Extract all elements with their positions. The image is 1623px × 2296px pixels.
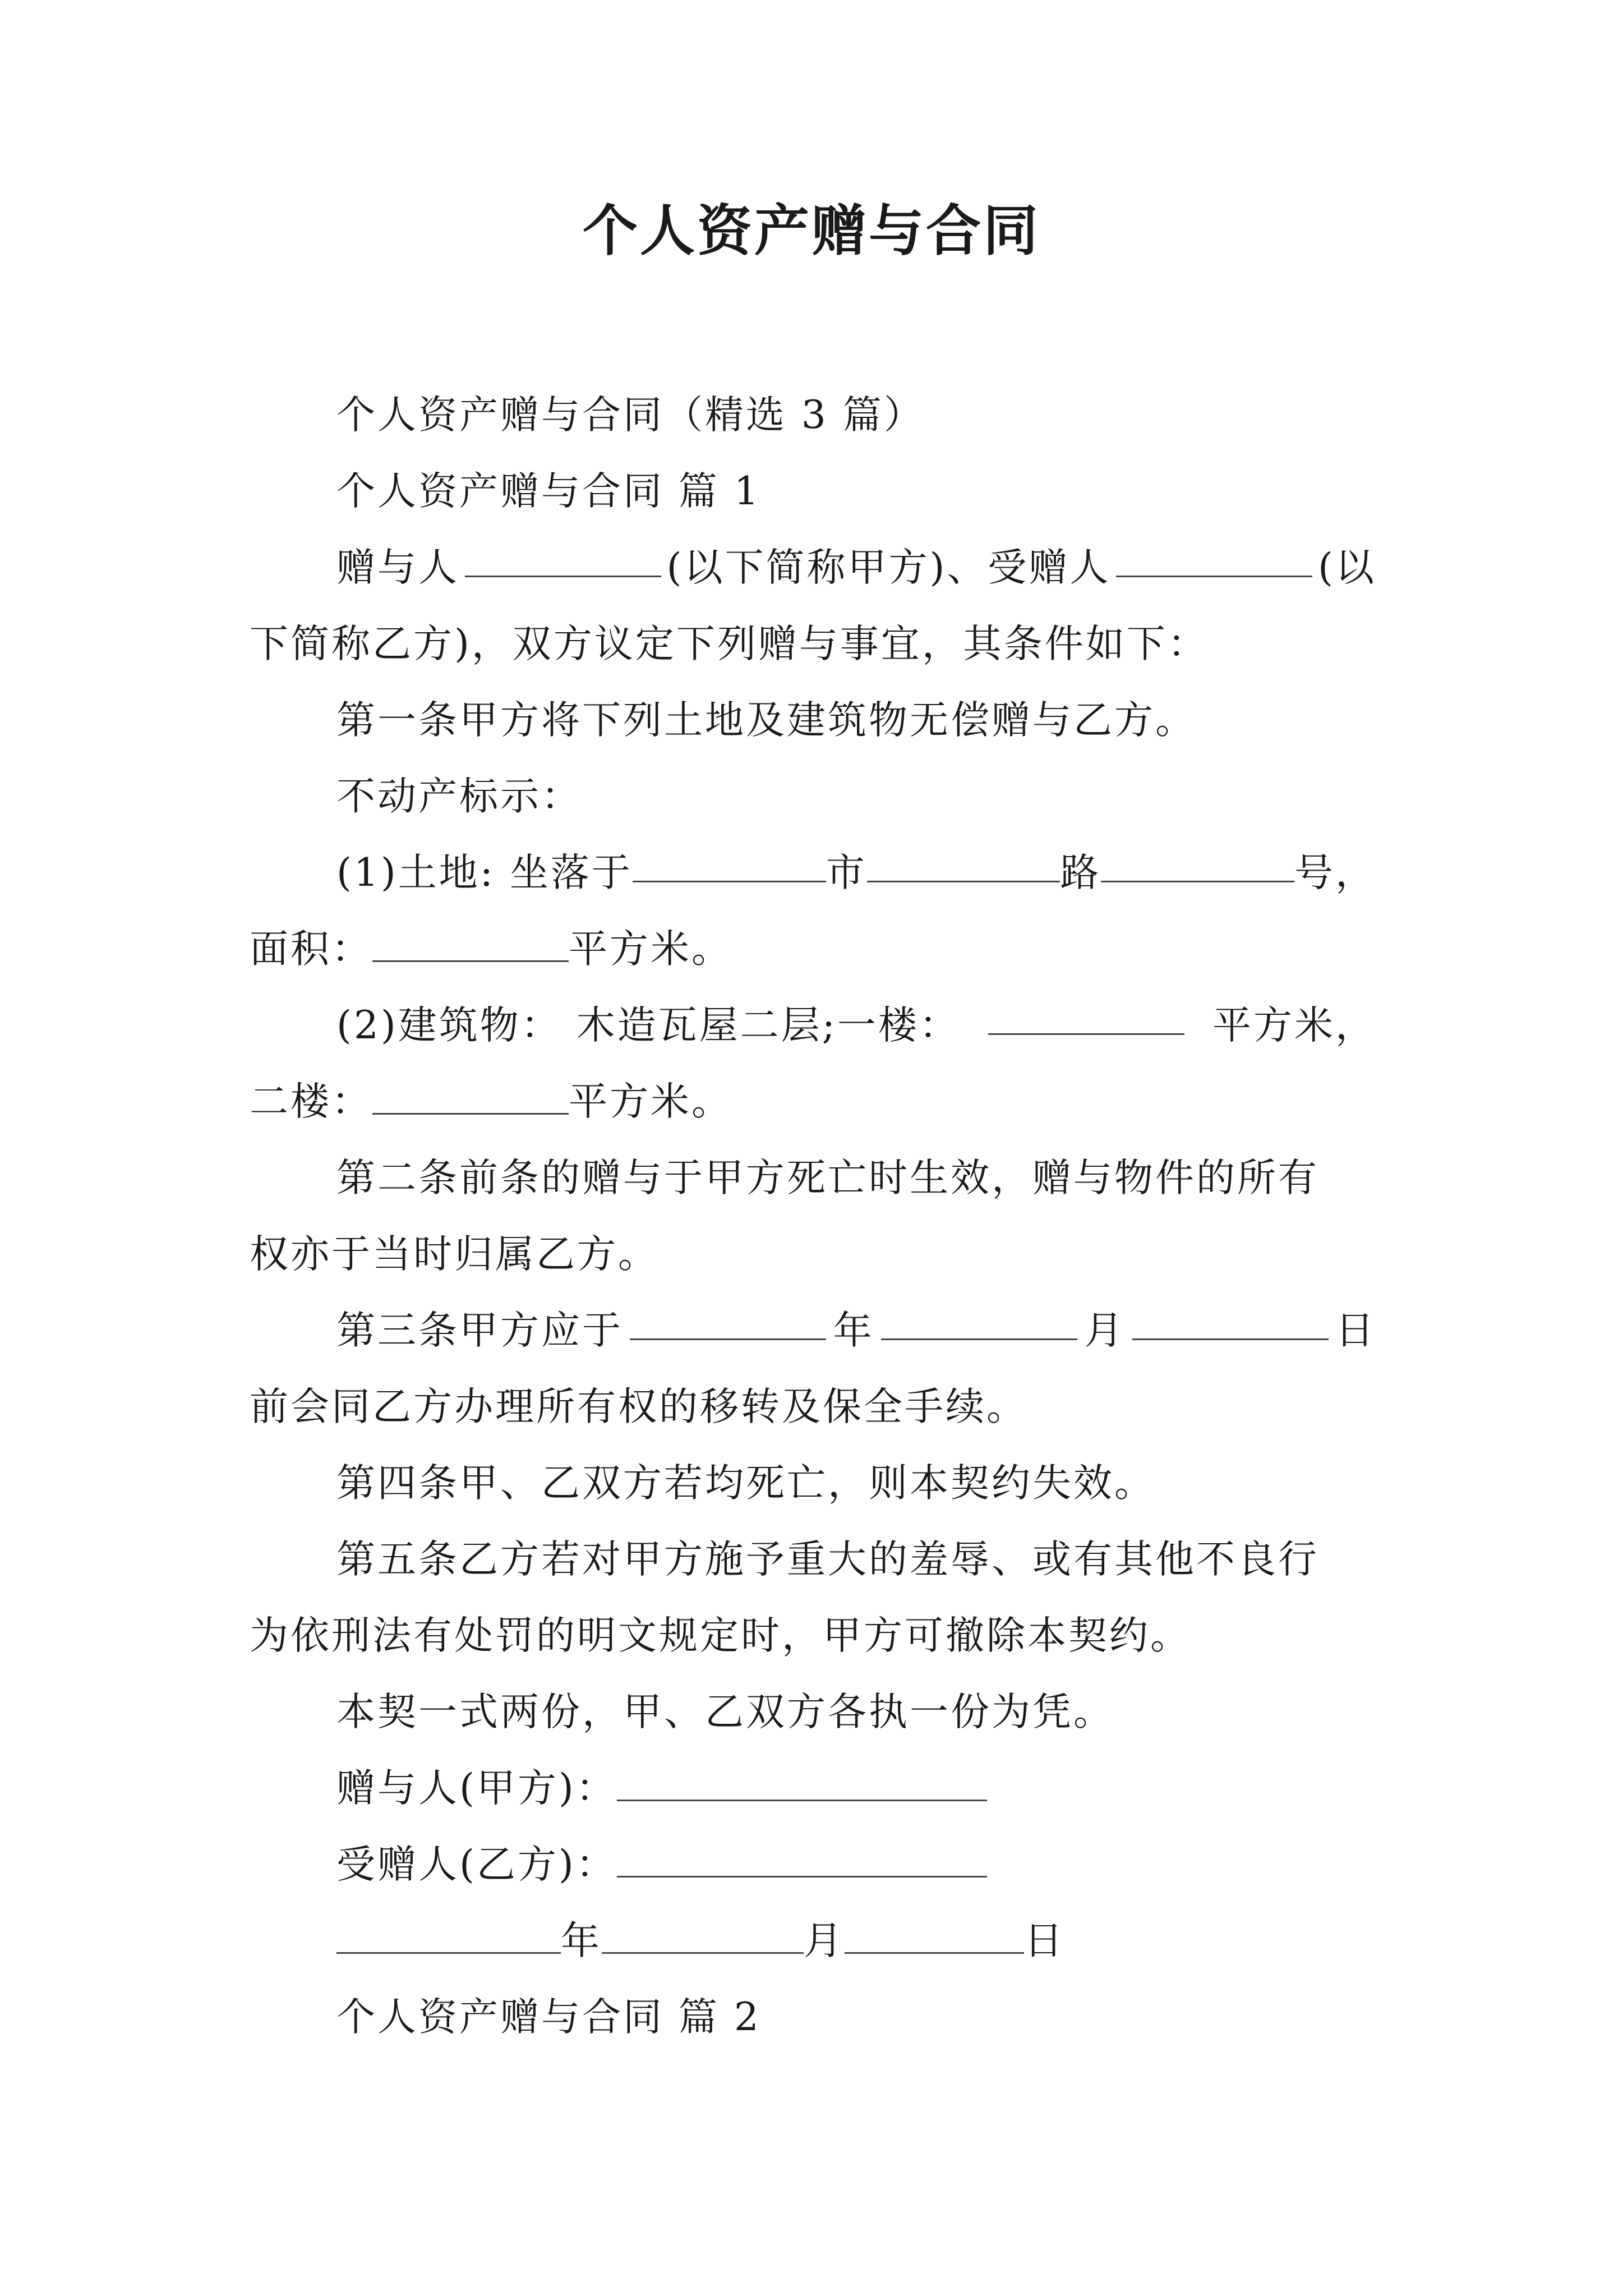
donee-label: (以下简称甲方)、受赠人 (666, 545, 1111, 590)
article-1: 第一条甲方将下列土地及建筑物无偿赠与乙方。 (336, 698, 1196, 743)
document-title: 个人资产赠与合同 (582, 199, 1040, 263)
sign-day-blank (845, 1916, 1024, 1954)
deadline-day-blank (1132, 1303, 1329, 1340)
sign-year-blank (336, 1916, 561, 1954)
building-prefix: (2)建筑物： 木造瓦屋二层;一楼： (336, 1003, 960, 1048)
area-blank (372, 924, 569, 962)
donor-signature-blank (617, 1764, 987, 1801)
area-unit: 平方米。 (569, 927, 732, 972)
article-3-line-2: 前会同乙方办理所有权的移转及保全手续。 (250, 1384, 1027, 1429)
land-line-2 (250, 921, 1376, 977)
property-label: 不动产标示： (336, 774, 582, 819)
floor2-unit: 平方米。 (569, 1079, 732, 1124)
donor-signature-line (336, 1760, 1376, 1816)
road-blank (867, 845, 1061, 882)
sign-month-label: 月 (804, 1918, 845, 1963)
area-label: 面积： (250, 927, 372, 972)
article-2-line-2: 权亦于当时归属乙方。 (250, 1232, 659, 1277)
sign-year-label: 年 (561, 1918, 602, 1963)
sign-month-blank (602, 1916, 804, 1954)
article-5-line-1: 第五条乙方若对甲方施予重大的羞辱、或有其他不良行 (336, 1537, 1319, 1582)
section-heading-1: 个人资产赠与合同 篇 1 (336, 469, 761, 514)
signature-date-line (336, 1913, 1376, 1969)
number-label: 号， (1294, 850, 1376, 895)
floor2-area-blank (372, 1077, 569, 1115)
article-5-line-2: 为依刑法有处罚的明文规定时，甲方可撤除本契约。 (250, 1613, 1191, 1658)
floor1-unit: 平方米， (1212, 1003, 1376, 1048)
intro-line-2: 下简称乙方)，双方议定下列赠与事宜，其条件如下： (250, 622, 1209, 666)
donor-name-blank (465, 540, 661, 577)
intro-tail: (以 (1318, 545, 1376, 590)
section-heading-2: 个人资产赠与合同 篇 2 (336, 1995, 761, 2040)
floor2-label: 二楼： (250, 1079, 372, 1124)
deadline-day-label: 日 (1335, 1308, 1376, 1353)
road-label: 路 (1060, 850, 1101, 895)
donor-signature-label: 赠与人(甲方)： (336, 1766, 617, 1811)
city-label: 市 (826, 850, 867, 895)
donor-label: 赠与人 (336, 545, 459, 590)
donee-signature-blank (617, 1840, 987, 1878)
article-3-prefix: 第三条甲方应于 (336, 1308, 623, 1353)
deadline-year-label: 年 (833, 1308, 874, 1353)
deadline-month-label: 月 (1084, 1308, 1126, 1353)
sign-day-label: 日 (1024, 1918, 1065, 1963)
copies-clause: 本契一式两份，甲、乙双方各执一份为凭。 (336, 1690, 1114, 1734)
number-blank (1101, 845, 1294, 882)
building-line-1 (336, 997, 1376, 1053)
donee-name-blank (1116, 540, 1312, 577)
article-2-line-1: 第二条前条的赠与于甲方死亡时生效，赠与物件的所有 (336, 1156, 1319, 1200)
donee-signature-line (336, 1837, 1376, 1893)
land-line-1 (336, 845, 1376, 901)
intro-line-1 (336, 540, 1376, 596)
land-prefix: (1)土地: 坐落于 (336, 850, 633, 895)
building-line-2 (250, 1074, 1376, 1130)
document-subtitle: 个人资产赠与合同（精选 3 篇） (336, 393, 925, 438)
deadline-year-blank (630, 1303, 826, 1340)
article-3-line-1 (336, 1303, 1376, 1359)
donee-signature-label: 受赠人(乙方)： (336, 1842, 617, 1887)
city-blank (633, 845, 826, 882)
floor1-area-blank (988, 997, 1184, 1035)
article-4: 第四条甲、乙双方若均死亡，则本契约失效。 (336, 1461, 1155, 1506)
deadline-month-blank (881, 1303, 1077, 1340)
